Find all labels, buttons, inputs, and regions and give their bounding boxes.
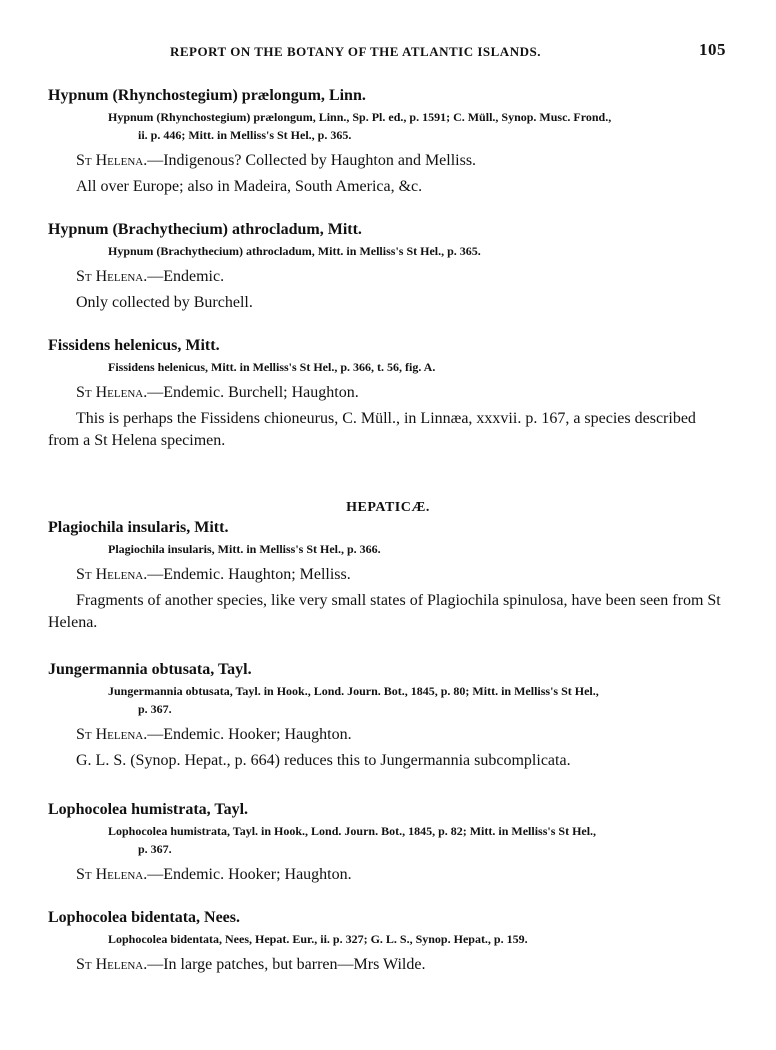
locality-line: St Helena.—Indigenous? Collected by Haughton and Melliss. [76,152,477,169]
species-authority: Nees. [204,909,240,926]
species-name: Hypnum (Rhynchostegium) prælongum, [48,87,325,104]
entry-1 [48,220,728,314]
species-authority: Mitt. [185,337,220,354]
citation: Lophocolea bidentata, Nees, Hepat. Eur., ii. p. 327; G. L. S., Synop. Hepat., p. 159. [108,932,528,946]
species-name: Hypnum (Brachythecium) athrocladum, [48,221,324,238]
section-heading: HEPATICÆ. [346,500,430,515]
note-paragraph: Fragments of another species, like very small states of Plagiochila spinulosa, have been seen from St Helena. [48,592,721,631]
species-authority: Linn. [328,87,366,104]
species-authority: Tayl. [214,801,249,818]
species-name: Lophocolea bidentata, [48,909,201,926]
locality-line: St Helena.—Endemic. Hooker; Haughton. [76,866,352,883]
locality-line: St Helena.—Endemic. [76,268,225,285]
note-paragraph: This is perhaps the Fissidens chioneurus, C. Müll., in Linnæa, xxxvii. p. 167, a species described from a St Helena specimen. [48,410,696,449]
species-name: Plagiochila insularis, [48,519,191,536]
citation: Plagiochila insularis, Mitt. in Melliss's St Hel., p. 366. [108,542,381,556]
citation: Hypnum (Rhynchostegium) prælongum, Linn., Sp. Pl. ed., p. 1591; C. Müll., Synop. Musc. Frond., ii. p. 446; Mitt. in Melliss's St Hel., p. 365. [108,110,612,142]
species-authority: Mitt. [194,519,229,536]
species-name: Lophocolea humistrata, [48,801,211,818]
species-authority: Mitt. [327,221,362,238]
entry-0 [48,86,728,198]
entry-5 [48,800,728,886]
note-paragraph: G. L. S. (Synop. Hepat., p. 664) reduces this to Jungermannia subcomplicata. [76,752,571,769]
locality-line: St Helena.—Endemic. Haughton; Melliss. [76,566,351,583]
note-paragraph: All over Europe; also in Madeira, South America, &c. [76,178,423,195]
species-name: Jungermannia obtusata, [48,661,215,678]
locality-line: St Helena.—In large patches, but barren—Mrs Wilde. [76,956,426,973]
citation: Lophocolea humistrata, Tayl. in Hook., Lond. Journ. Bot., 1845, p. 82; Mitt. in Melliss's St Hel., p. 367. [108,824,597,856]
locality-line: St Helena.—Endemic. Burchell; Haughton. [76,384,359,401]
page-number: 105 [699,40,726,59]
entry-3 [48,518,728,634]
citation: Hypnum (Brachythecium) athrocladum, Mitt. in Melliss's St Hel., p. 365. [108,244,481,258]
locality-line: St Helena.—Endemic. Hooker; Haughton. [76,726,352,743]
header-title: REPORT ON THE BOTANY OF THE ATLANTIC ISLANDS. [170,44,541,59]
citation: Fissidens helenicus, Mitt. in Melliss's St Hel., p. 366, t. 56, fig. A. [108,360,436,374]
species-authority: Tayl. [217,661,252,678]
running-header [170,40,726,60]
entry-2 [48,336,728,452]
entry-6 [48,908,728,976]
note-paragraph: Only collected by Burchell. [76,294,253,311]
citation: Jungermannia obtusata, Tayl. in Hook., Lond. Journ. Bot., 1845, p. 80; Mitt. in Melliss's St Hel., p. 367. [108,684,599,716]
species-name: Fissidens helenicus, [48,337,182,354]
entry-4 [48,660,728,772]
